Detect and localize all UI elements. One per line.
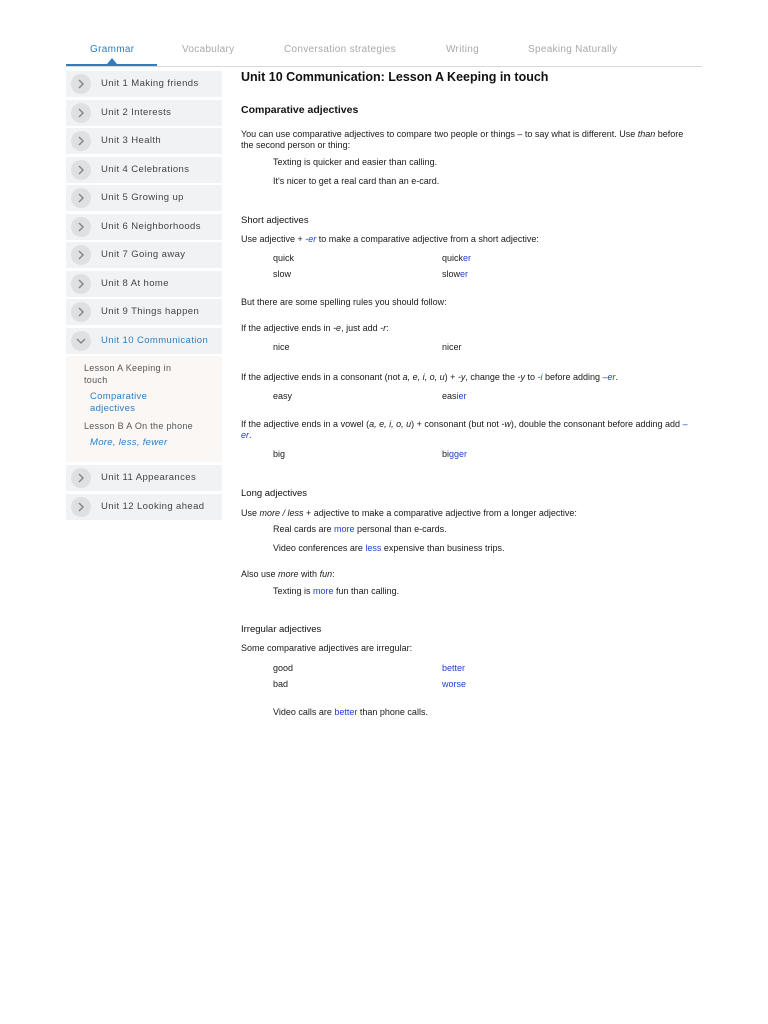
sidebar-unit-2[interactable] [66, 100, 222, 126]
chevron-right-icon [71, 74, 91, 94]
sidebar-unit-label: Unit 9 Things happen [101, 306, 200, 317]
tab-conversation-strategies[interactable]: Conversation strategies [284, 44, 396, 55]
chevron-right-icon [71, 217, 91, 237]
example-sentence: Video conferences are less expensive than business trips. [273, 543, 505, 553]
sidebar-unit-10[interactable] [66, 328, 222, 354]
chevron-right-icon [71, 245, 91, 265]
chevron-down-icon [71, 331, 91, 351]
tab-writing[interactable]: Writing [446, 44, 480, 55]
rule-vowel-consonant: If the adjective ends in a vowel (a, e, i, o, u) + consonant (but not -w), double the consonant before adding add –er. [241, 419, 688, 440]
sidebar-unit-12[interactable] [66, 494, 222, 520]
lesson-a-link[interactable]: Lesson A Keeping in touch [84, 363, 172, 385]
sidebar-unit-5[interactable] [66, 185, 222, 211]
tab-grammar[interactable]: Grammar [90, 44, 135, 55]
word-base: slow [273, 269, 292, 279]
sidebar-unit-6[interactable] [66, 214, 222, 240]
chevron-right-icon [71, 274, 91, 294]
chevron-right-icon [71, 302, 91, 322]
sidebar-unit-label: Unit 2 Interests [101, 106, 172, 118]
word-comparative: quicker [442, 253, 472, 263]
word-base: good [273, 663, 294, 673]
sidebar-unit-label: Unit 4 Celebrations [101, 163, 190, 175]
chevron-right-icon [71, 188, 91, 208]
sidebar-unit-11[interactable] [66, 465, 222, 491]
active-tab-underline [66, 64, 157, 66]
word-comparative: bigger [442, 449, 468, 459]
tab-vocabulary[interactable]: Vocabulary [182, 44, 235, 55]
sidebar-unit-label: Unit 12 Looking ahead [101, 500, 205, 512]
rule-y: If the adjective ends in a consonant (not a, e, i, o, u) + -y, change the -y to -i before adding –er. [241, 372, 619, 382]
word-base: quick [273, 253, 295, 263]
word-comparative: easier [442, 391, 467, 401]
sidebar-unit-label: Unit 6 Neighborhoods [101, 220, 201, 232]
sidebar-unit-9[interactable] [66, 299, 222, 325]
chevron-right-icon [71, 131, 91, 151]
lesson-b-link[interactable]: Lesson B A On the phone [84, 421, 193, 431]
sidebar-unit-7[interactable] [66, 242, 222, 268]
rule-e: If the adjective ends in -e, just add -r: [241, 323, 389, 333]
sidebar-unit-1[interactable] [66, 71, 222, 97]
lesson-content [241, 0, 691, 732]
chevron-right-icon [71, 497, 91, 517]
word-comparative: worse [442, 679, 467, 689]
short-adjectives-rule: Use adjective + -er to make a comparative adjective from a short adjective: [241, 234, 539, 244]
word-comparative: slower [442, 269, 469, 279]
topic-comparative-adjectives[interactable]: Comparative adjectives [90, 391, 148, 414]
short-adjectives-title: Short adjectives [241, 215, 309, 226]
topic-more-less-fewer[interactable]: More, less, fewer [90, 437, 168, 448]
spelling-note: But there are some spelling rules you should follow: [241, 297, 447, 307]
example-sentence: Real cards are more personal than e-cards. [273, 524, 447, 534]
word-comparative: better [442, 663, 466, 673]
section-heading: Comparative adjectives [241, 104, 359, 116]
page-title: Unit 10 Communication: Lesson A Keeping in touch [241, 70, 549, 84]
irregular-intro: Some comparative adjectives are irregular: [241, 643, 413, 653]
sidebar-unit-label: Unit 3 Health [101, 135, 162, 146]
intro-text: You can use comparative adjectives to compare two people or things – to say what is different. Use than before the second person or thing: [241, 129, 684, 150]
sidebar-unit-label: Unit 7 Going away [101, 249, 186, 260]
irregular-adjectives-title: Irregular adjectives [241, 624, 322, 635]
sidebar-unit-4[interactable] [66, 157, 222, 183]
sidebar-unit-label: Unit 5 Growing up [101, 192, 184, 203]
word-base: big [273, 449, 286, 459]
fun-rule: Also use more with fun: [241, 569, 335, 579]
sidebar-unit-label: Unit 11 Appearances [101, 472, 197, 483]
word-comparative: nicer [442, 342, 462, 352]
sidebar-unit-3[interactable] [66, 128, 222, 154]
tab-speaking-naturally[interactable]: Speaking Naturally [528, 44, 618, 55]
example-sentence: Texting is more fun than calling. [273, 586, 400, 596]
word-base: nice [273, 342, 290, 352]
long-adjectives-rule: Use more / less + adjective to make a comparative adjective from a longer adjective: [241, 508, 577, 518]
long-adjectives-title: Long adjectives [241, 488, 308, 499]
sidebar-unit-label: Unit 1 Making friends [101, 78, 199, 89]
sidebar-unit-label: Unit 8 At home [101, 277, 169, 289]
sidebar-unit-8[interactable] [66, 271, 222, 297]
unit-sidebar [66, 71, 222, 522]
unit-10-lessons [66, 356, 222, 462]
example-sentence: Video calls are better than phone calls. [273, 707, 428, 717]
chevron-right-icon [71, 468, 91, 488]
chevron-right-icon [71, 103, 91, 123]
example-sentence: It's nicer to get a real card than an e-card. [273, 176, 440, 186]
chevron-right-icon [71, 160, 91, 180]
example-sentence: Texting is quicker and easier than calling. [273, 157, 438, 167]
word-base: easy [273, 391, 293, 401]
word-base: bad [273, 679, 289, 689]
sidebar-unit-label: Unit 10 Communication [101, 334, 209, 346]
